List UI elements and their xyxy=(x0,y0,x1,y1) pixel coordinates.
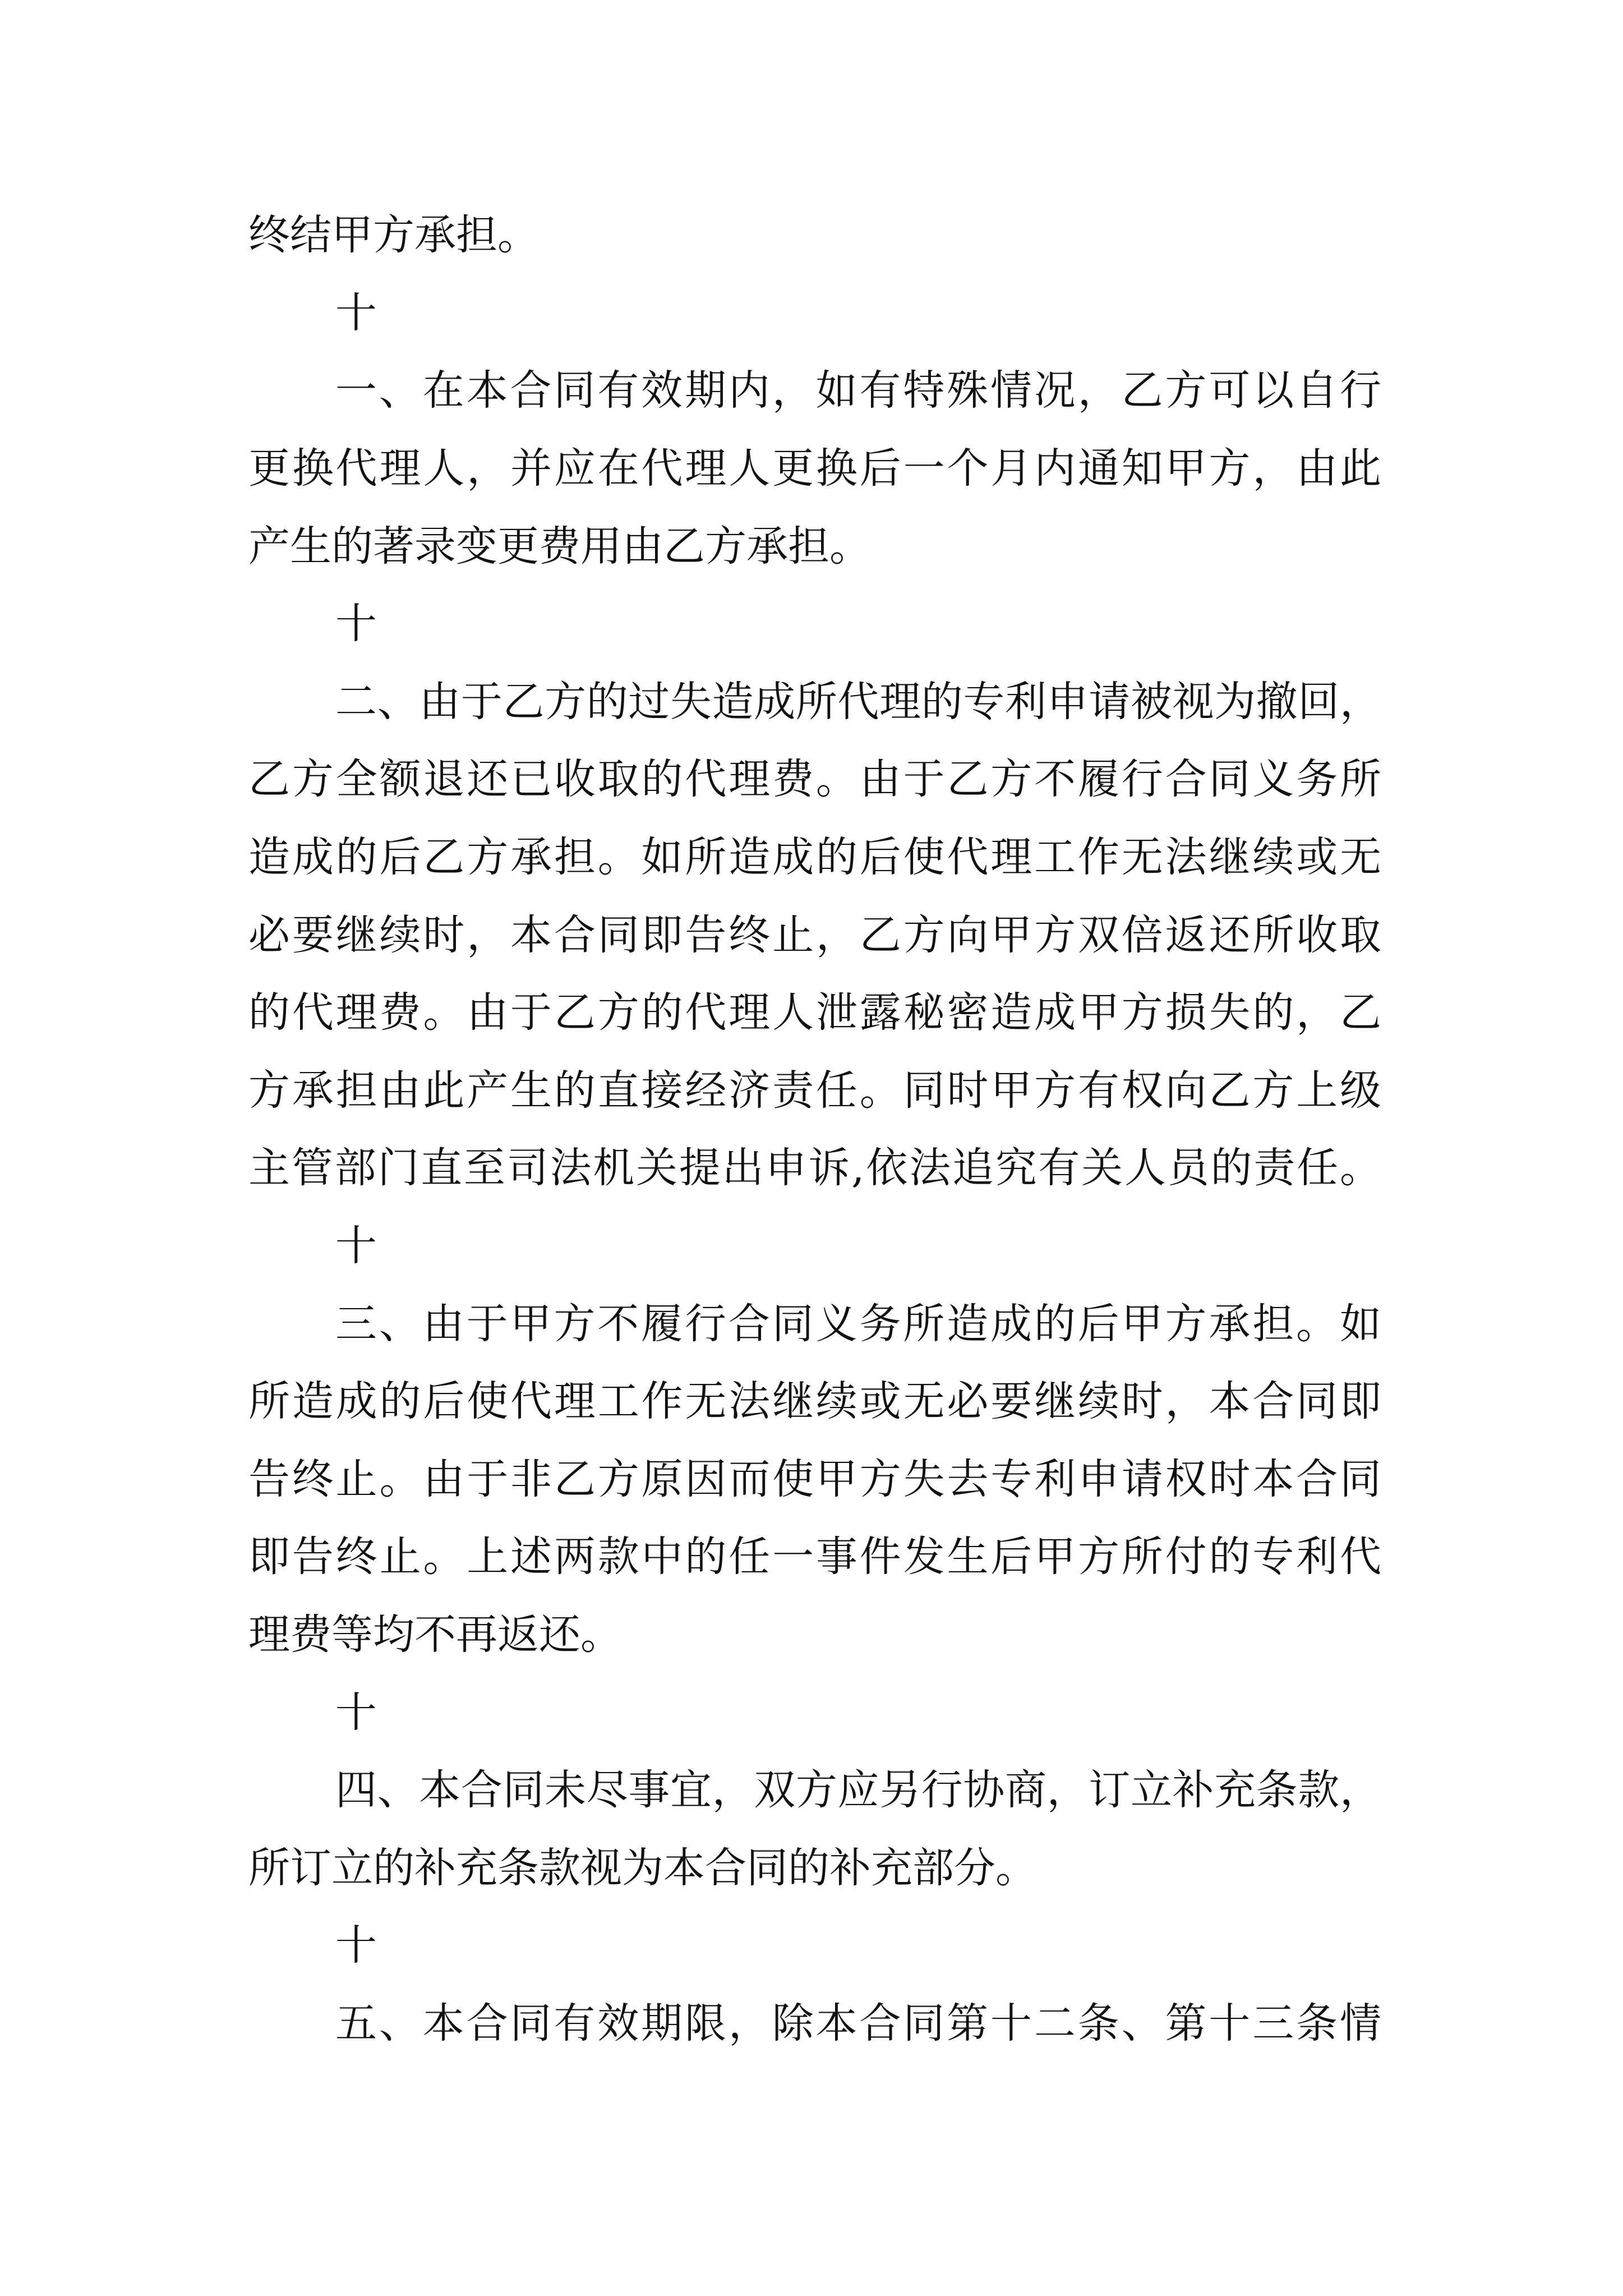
text-line: 所造成的后使代理工作无法继续或无必要继续时，本合同即 xyxy=(248,1377,1381,1425)
text-line: 产生的著录变更费用由乙方承担。 xyxy=(248,522,871,570)
text-line: 终结甲方承担。 xyxy=(248,211,539,259)
text-line: 的代理费。由于乙方的代理人泄露秘密造成甲方损失的，乙 xyxy=(248,988,1381,1037)
text-line: 即告终止。上述两款中的任一事件发生后甲方所付的专利代 xyxy=(248,1533,1381,1581)
text-line: 五、本合同有效期限，除本合同第十二条、第十三条情 xyxy=(335,1999,1381,2047)
text-line: 方承担由此产生的直接经济责任。同时甲方有权向乙方上级 xyxy=(248,1066,1381,1115)
text-line: 更换代理人，并应在代理人更换后一个月内通知甲方，由此 xyxy=(248,444,1381,493)
text-line: 造成的后乙方承担。如所造成的后使代理工作无法继续或无 xyxy=(248,833,1381,881)
section-mark: 十 xyxy=(335,289,377,337)
text-line: 主管部门直至司法机关提出申诉,依法追究有关人员的责任。 xyxy=(248,1144,1381,1192)
text-line: 一、在本合同有效期内，如有特殊情况，乙方可以自行 xyxy=(335,366,1381,415)
section-mark: 十 xyxy=(335,1688,377,1737)
text-line: 必要继续时，本合同即告终止，乙方向甲方双倍返还所收取 xyxy=(248,911,1381,959)
text-line: 二、由于乙方的过失造成所代理的专利申请被视为撤回， xyxy=(335,678,1381,726)
section-mark: 十 xyxy=(335,1921,377,1970)
section-mark: 十 xyxy=(335,1222,377,1270)
text-line: 告终止。由于非乙方原因而使甲方失去专利申请权时本合同 xyxy=(248,1455,1381,1503)
text-line: 所订立的补充条款视为本合同的补充部分。 xyxy=(248,1844,1037,1892)
text-line: 理费等均不再返还。 xyxy=(248,1611,622,1659)
text-line: 四、本合同未尽事宜，双方应另行协商，订立补充条款， xyxy=(335,1766,1381,1814)
text-line: 乙方全额退还已收取的代理费。由于乙方不履行合同义务所 xyxy=(248,755,1381,803)
section-mark: 十 xyxy=(335,600,377,648)
text-line: 三、由于甲方不履行合同义务所造成的后甲方承担。如 xyxy=(335,1300,1381,1348)
